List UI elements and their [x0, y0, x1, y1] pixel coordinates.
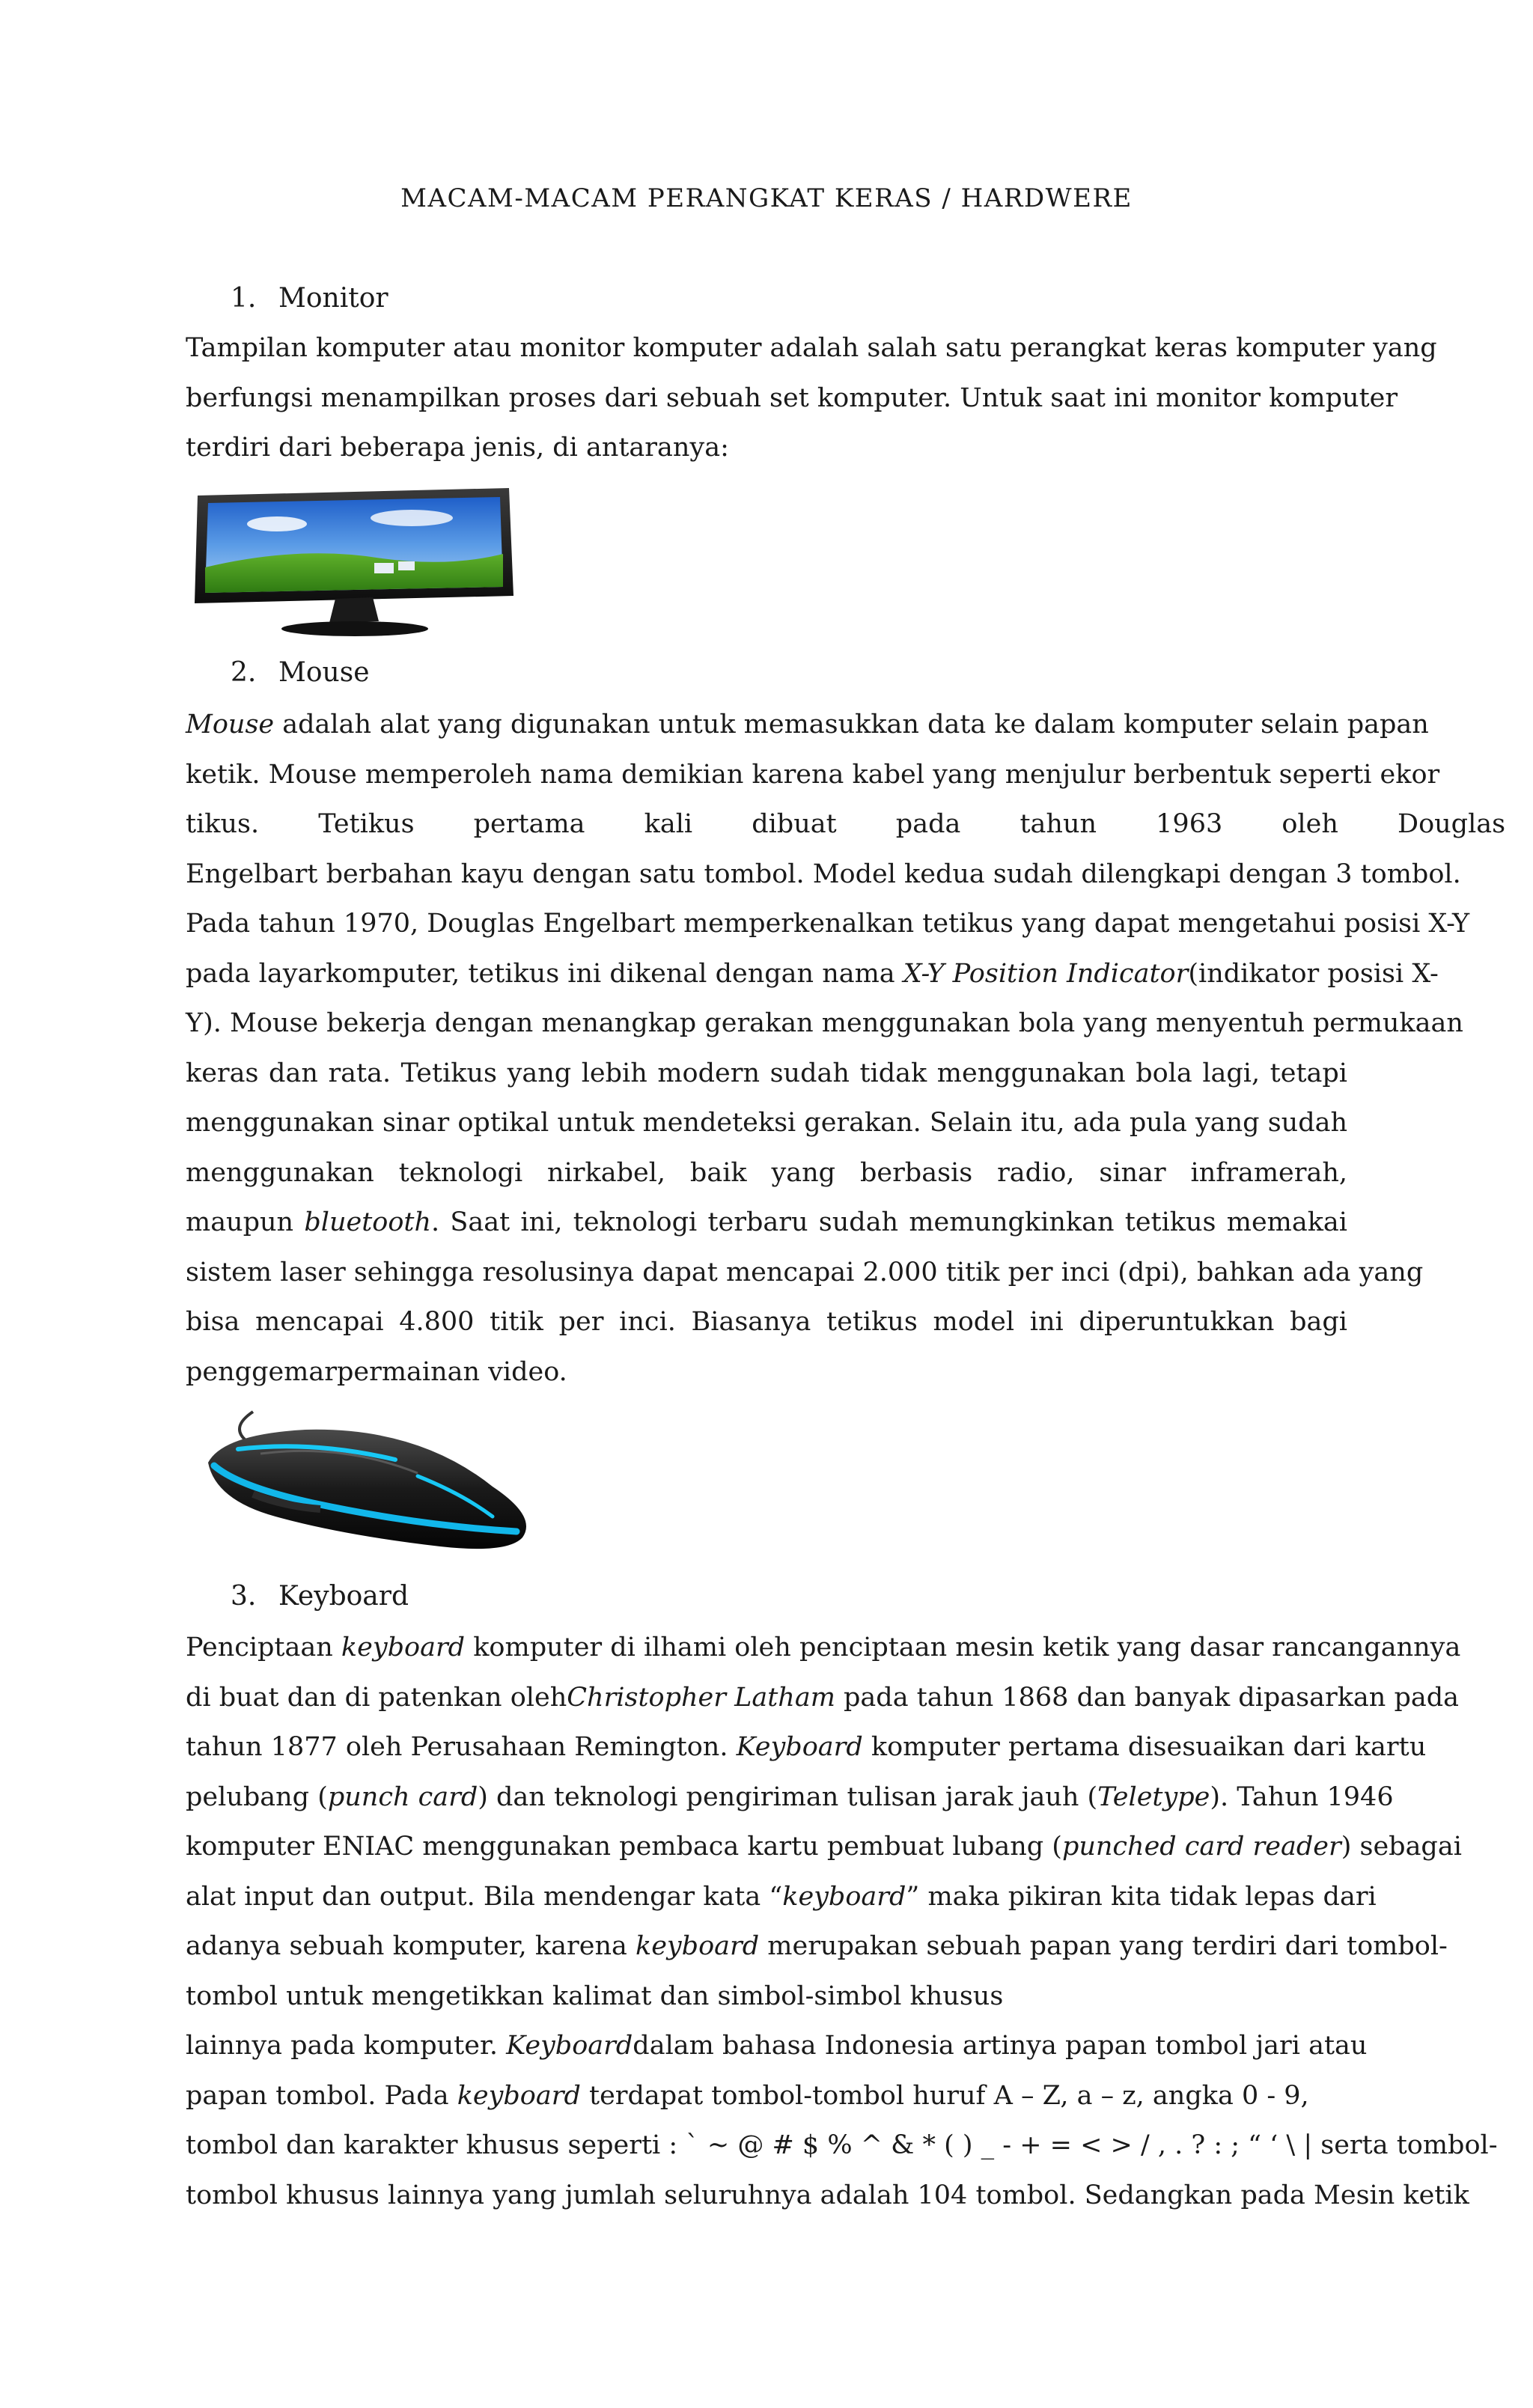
monitor-paragraph: [186, 323, 1437, 473]
paragraph-line: Penciptaan keyboard komputer di ilhami oleh penciptaan mesin ketik yang dasar rancangannya: [186, 1633, 1461, 1662]
italic-term: X-Y Position Indicator: [903, 958, 1189, 989]
paragraph-line: lainnya pada komputer. Keyboarddalam bahasa Indonesia artinya papan tombol jari atau: [186, 2031, 1368, 2061]
paragraph-line: Tampilan komputer atau monitor komputer adalah salah satu perangkat keras komputer yang: [186, 333, 1437, 363]
section-title: Mouse: [278, 657, 370, 688]
italic-term: bluetooth: [304, 1207, 432, 1237]
paragraph-line: menggunakan teknologi nirkabel, baik yang berbasis radio, sinar inframerah,: [186, 1157, 1347, 1188]
paragraph-line: tombol dan karakter khusus seperti : ` ~ @ # $ % ^ & * ( ) _ - + = < > / , . ? : ; “ ‘ \ | serta tombol-: [186, 2130, 1498, 2160]
monitor-illustration: [187, 485, 522, 642]
italic-term: Teletype: [1097, 1781, 1210, 1812]
italic-term: punched card reader: [1061, 1832, 1341, 1862]
section-number: 2.: [231, 657, 257, 688]
section-number: 1.: [231, 283, 257, 314]
section-heading-mouse: [231, 657, 370, 688]
section-heading-keyboard: [231, 1581, 409, 1612]
paragraph-line: Pada tahun 1970, Douglas Engelbart memperkenalkan tetikus yang dapat mengetahui posisi X-Y: [186, 909, 1470, 939]
mouse-illustration: [193, 1404, 545, 1561]
italic-term: punch card: [327, 1781, 478, 1812]
paragraph-line: menggunakan sinar optikal untuk mendeteksi gerakan. Selain itu, ada pula yang sudah: [186, 1108, 1348, 1138]
paragraph-line: Mouse adalah alat yang digunakan untuk memasukkan data ke dalam komputer selain papan: [186, 710, 1429, 740]
italic-term: Keyboard: [506, 2031, 633, 2061]
paragraph-line: adanya sebuah komputer, karena keyboard merupakan sebuah papan yang terdiri dari tombol-: [186, 1931, 1448, 1961]
section-number: 3.: [231, 1581, 257, 1612]
paragraph-line: Y). Mouse bekerja dengan menangkap gerakan menggunakan bola yang menyentuh permukaan: [186, 1008, 1463, 1038]
paragraph-line: keras dan rata. Tetikus yang lebih modern sudah tidak menggunakan bola lagi, tetapi: [186, 1058, 1347, 1088]
italic-term: keyboard: [782, 1881, 906, 1912]
italic-term: keyboard: [635, 1931, 760, 1961]
paragraph-line: berfungsi menampilkan proses dari sebuah set komputer. Untuk saat ini monitor komputer: [186, 382, 1398, 413]
italic-term: keyboard: [341, 1633, 466, 1662]
paragraph-line: komputer ENIAC menggunakan pembaca kartu pembuat lubang (punched card reader) sebagai: [186, 1832, 1462, 1862]
paragraph-line: papan tombol. Pada keyboard terdapat tombol-tombol huruf A – Z, a – z, angka 0 - 9,: [186, 2080, 1309, 2111]
mouse-paragraph: [186, 700, 1506, 1397]
paragraph-line: alat input dan output. Bila mendengar kata “keyboard” maka pikiran kita tidak lepas dari: [186, 1881, 1377, 1912]
paragraph-line: tahun 1877 oleh Perusahaan Remington. Keyboard komputer pertama disesuaikan dari kartu: [186, 1732, 1427, 1762]
italic-term: keyboard: [457, 2080, 581, 2111]
paragraph-line: tombol untuk mengetikkan kalimat dan simbol-simbol khusus: [186, 1981, 1004, 2011]
paragraph-line: sistem laser sehingga resolusinya dapat mencapai 2.000 titik per inci (dpi), bahkan ada yang: [186, 1257, 1424, 1287]
italic-term: Keyboard: [736, 1732, 863, 1762]
paragraph-line: Engelbart berbahan kayu dengan satu tombol. Model kedua sudah dilengkapi dengan 3 tombol.: [186, 859, 1461, 889]
paragraph-line: pada layarkomputer, tetikus ini dikenal dengan nama X-Y Position Indicator(indikator posisi X-: [186, 958, 1439, 989]
paragraph-line: terdiri dari beberapa jenis, di antaranya:: [186, 433, 729, 463]
paragraph-line: pelubang (punch card) dan teknologi pengiriman tulisan jarak jauh (Teletype). Tahun 1946: [186, 1781, 1394, 1812]
page-title: MACAM-MACAM PERANGKAT KERAS / HARDWERE: [400, 183, 1133, 213]
section-title: Monitor: [278, 283, 388, 314]
paragraph-line: tikus. Tetikus pertama kali dibuat pada tahun 1963 oleh Douglas: [186, 809, 1506, 839]
paragraph-line: tombol khusus lainnya yang jumlah seluruhnya adalah 104 tombol. Sedangkan pada Mesin ketik: [186, 2180, 1469, 2210]
keyboard-paragraph: [186, 1623, 1498, 2220]
paragraph-line: bisa mencapai 4.800 titik per inci. Biasanya tetikus model ini diperuntukkan bagi: [186, 1307, 1347, 1337]
section-title: Keyboard: [278, 1581, 409, 1612]
section-heading-monitor: [231, 283, 388, 314]
paragraph-line: maupun bluetooth. Saat ini, teknologi terbaru sudah memungkinkan tetikus memakai: [186, 1207, 1347, 1237]
paragraph-line: di buat dan di patenkan olehChristopher Latham pada tahun 1868 dan banyak dipasarkan pada: [186, 1682, 1460, 1713]
italic-term: Mouse: [186, 710, 275, 740]
paragraph-line: ketik. Mouse memperoleh nama demikian karena kabel yang menjulur berbentuk seperti ekor: [186, 759, 1440, 790]
italic-term: Christopher Latham: [567, 1682, 835, 1713]
paragraph-line: penggemarpermainan video.: [186, 1356, 567, 1387]
